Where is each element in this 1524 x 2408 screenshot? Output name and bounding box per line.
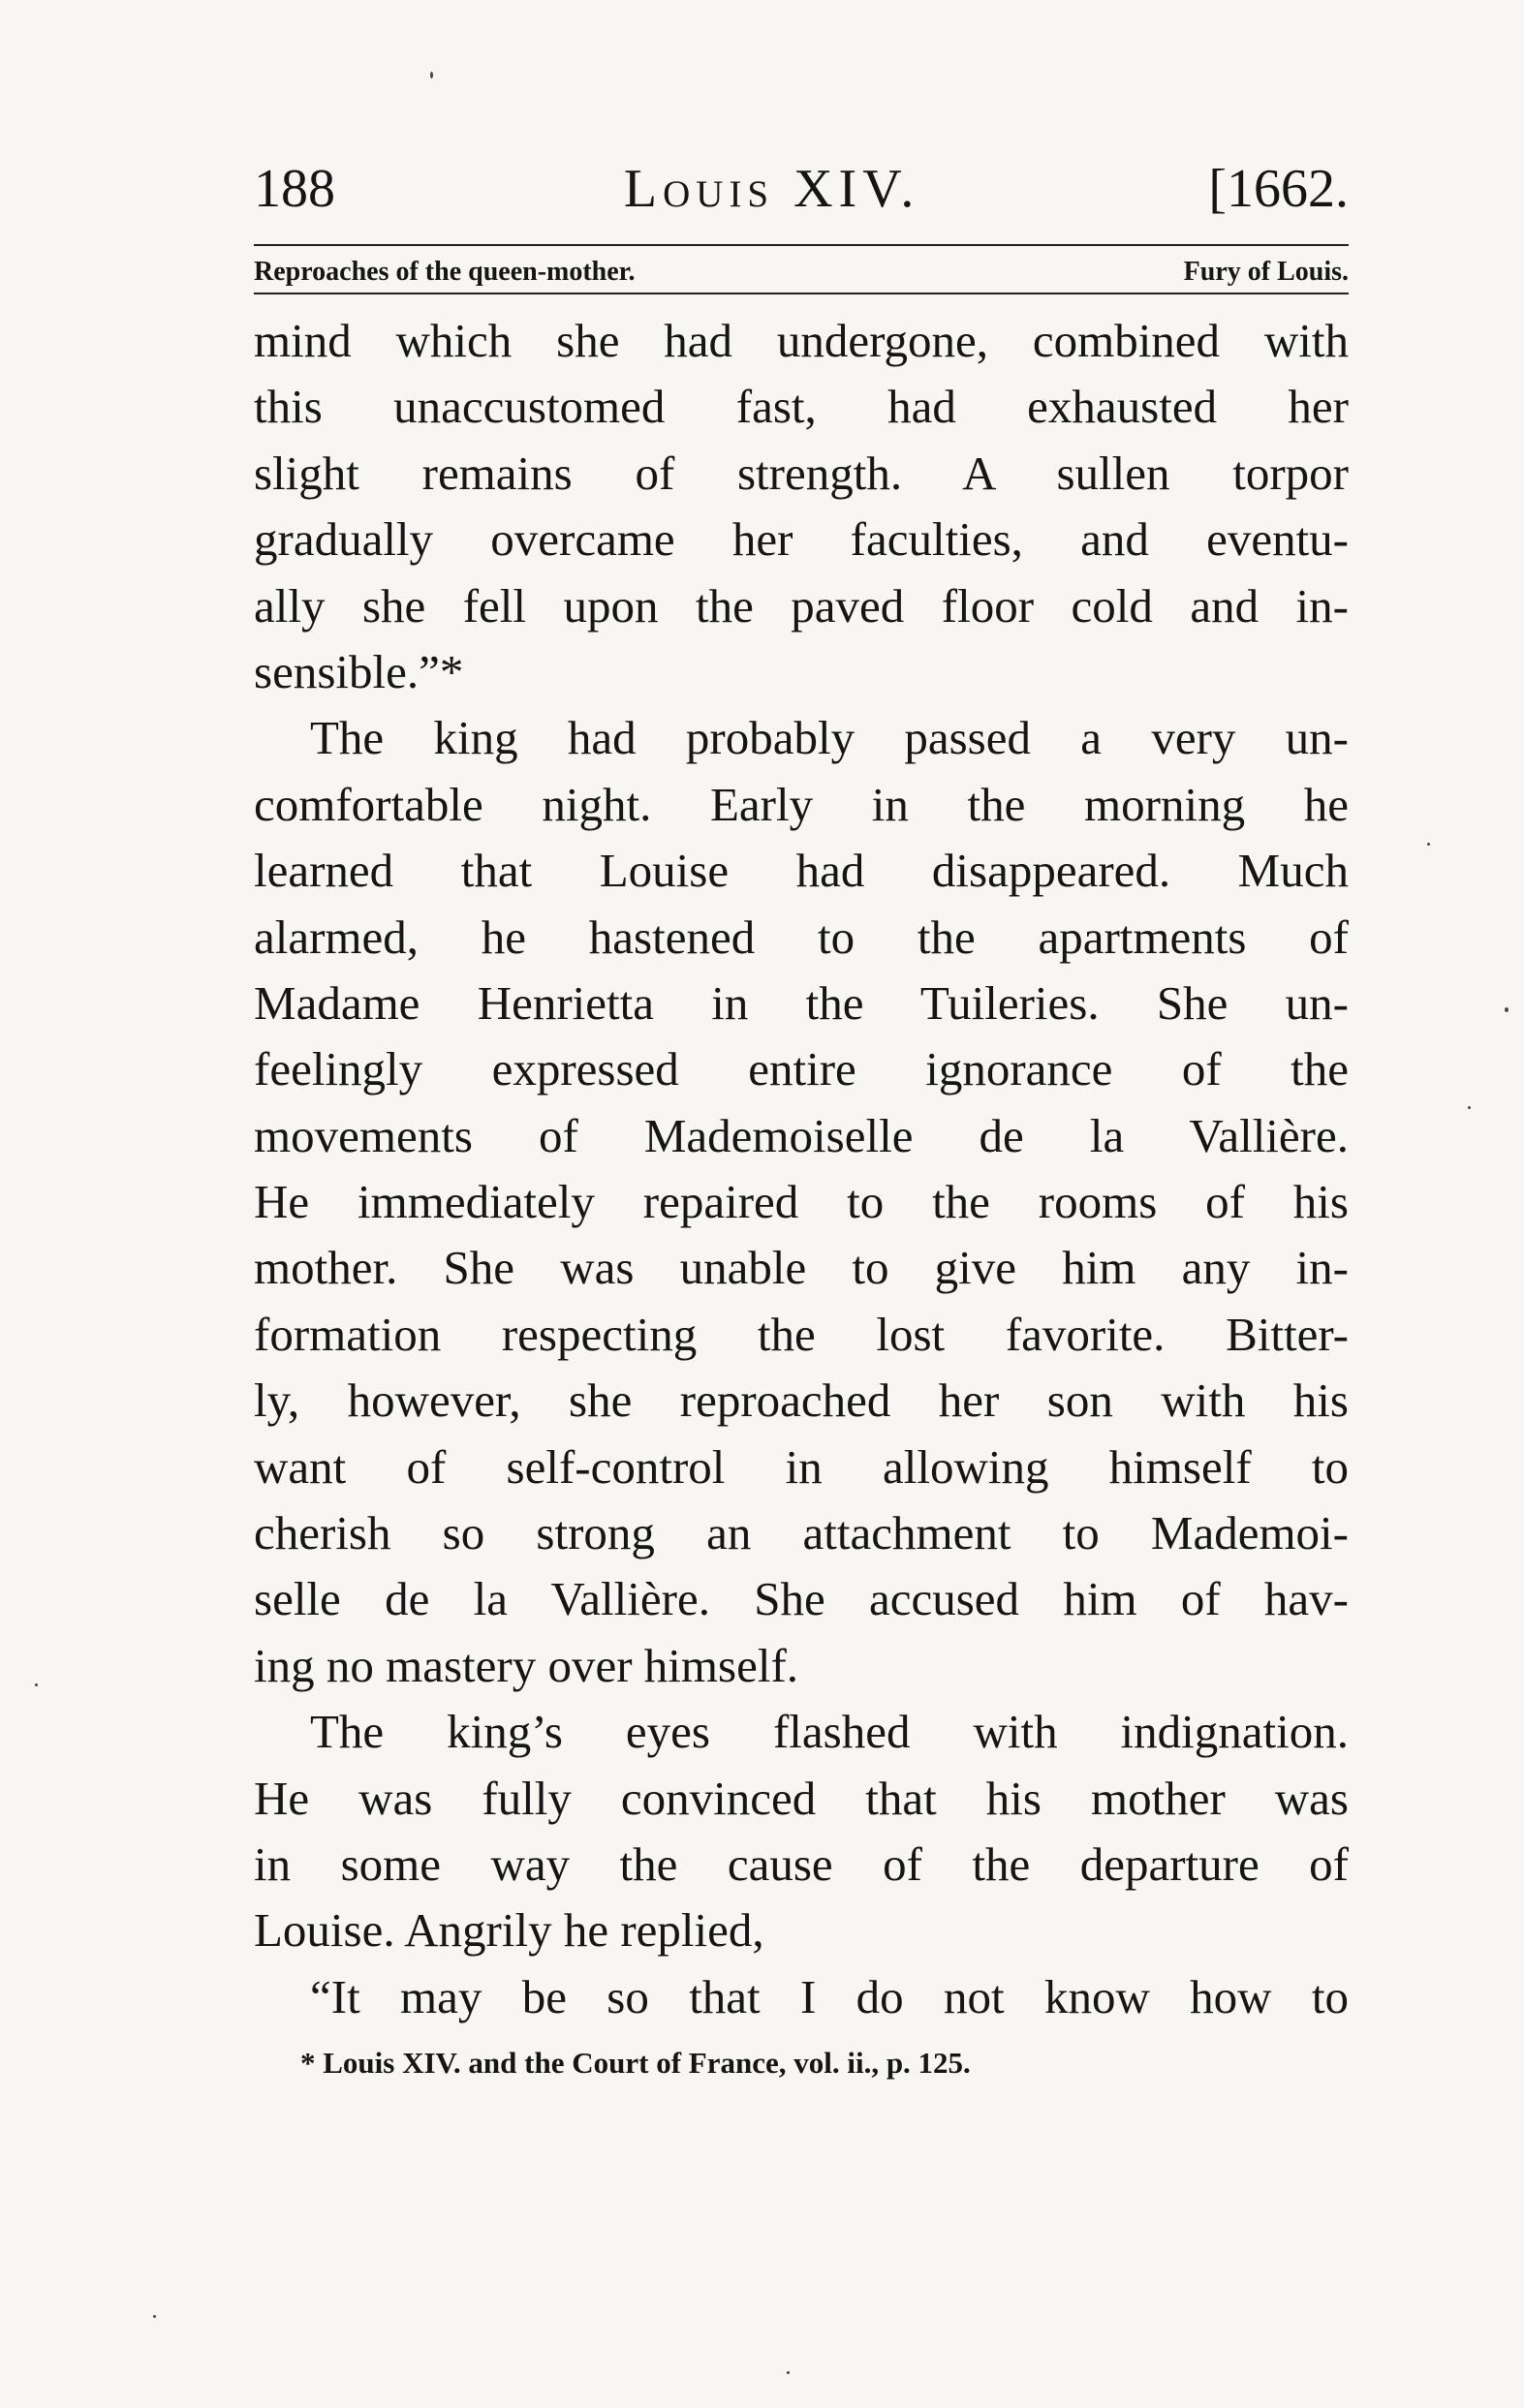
header-rule-bottom: [254, 293, 1349, 294]
text-line: The king had probably passed a very un-: [310, 711, 1349, 765]
text-line: Louise. Angrily he replied,: [254, 1903, 764, 1958]
body-text: [254, 308, 1349, 2030]
text-line: movements of Mademoiselle de la Vallière.: [254, 1108, 1349, 1162]
side-heading-left: Reproaches of the queen-mother.: [254, 257, 636, 287]
text-line: in some way the cause of the departure of: [254, 1837, 1349, 1891]
side-heading-right: Fury of Louis.: [1183, 257, 1349, 287]
speck: [430, 72, 433, 78]
book-title: Louis XIV.: [623, 159, 920, 219]
page-number: 188: [254, 159, 335, 219]
text-line: “It may be so that I do not know how to: [310, 1969, 1349, 2023]
speck: [1427, 843, 1430, 846]
running-head: [254, 155, 1349, 223]
text-line: comfortable night. Early in the morning he: [254, 777, 1349, 831]
text-line: alarmed, he hastened to the apartments of: [254, 910, 1349, 964]
text-line: mind which she had undergone, combined with: [254, 314, 1349, 367]
text-line: The king’s eyes flashed with indignation.: [310, 1705, 1349, 1759]
text-line: selle de la Vallière. She accused him of hav-: [254, 1572, 1349, 1626]
speck: [1505, 1007, 1508, 1012]
text-line: want of self-control in allowing himself to: [254, 1439, 1349, 1494]
text-line: cherish so strong an attachment to Mademoi-: [254, 1506, 1349, 1560]
text-line: Madame Henrietta in the Tuileries. She un-: [254, 975, 1349, 1030]
speck: [1468, 1106, 1471, 1109]
text-line: sensible.”*: [254, 644, 464, 698]
book-page: [254, 155, 1349, 2083]
year-marker: [1662.: [1208, 159, 1349, 219]
text-line: ly, however, she reproached her son with his: [254, 1374, 1349, 1428]
text-line: slight remains of strength. A sullen torpor: [254, 446, 1349, 500]
text-line: He was fully convinced that his mother was: [254, 1771, 1349, 1825]
text-line: learned that Louise had disappeared. Much: [254, 844, 1349, 898]
text-line: He immediately repaired to the rooms of his: [254, 1175, 1349, 1229]
text-line: ing no mastery over himself.: [254, 1638, 799, 1692]
speck: [153, 2315, 156, 2318]
speck: [35, 1683, 38, 1686]
footnote: * Louis XIV. and the Court of France, vol. ii., p. 125.: [300, 2046, 971, 2081]
side-headings: [254, 258, 1349, 287]
speck: [787, 2371, 790, 2374]
header-rule-top: [254, 244, 1349, 246]
text-line: this unaccustomed fast, had exhausted her: [254, 380, 1349, 434]
text-line: ally she fell upon the paved floor cold and in-: [254, 578, 1349, 633]
text-line: formation respecting the lost favorite. Bitter-: [254, 1307, 1349, 1361]
text-line: feelingly expressed entire ignorance of the: [254, 1042, 1349, 1096]
text-line: mother. She was unable to give him any in-: [254, 1241, 1349, 1295]
text-line: gradually overcame her faculties, and eventu-: [254, 512, 1349, 567]
